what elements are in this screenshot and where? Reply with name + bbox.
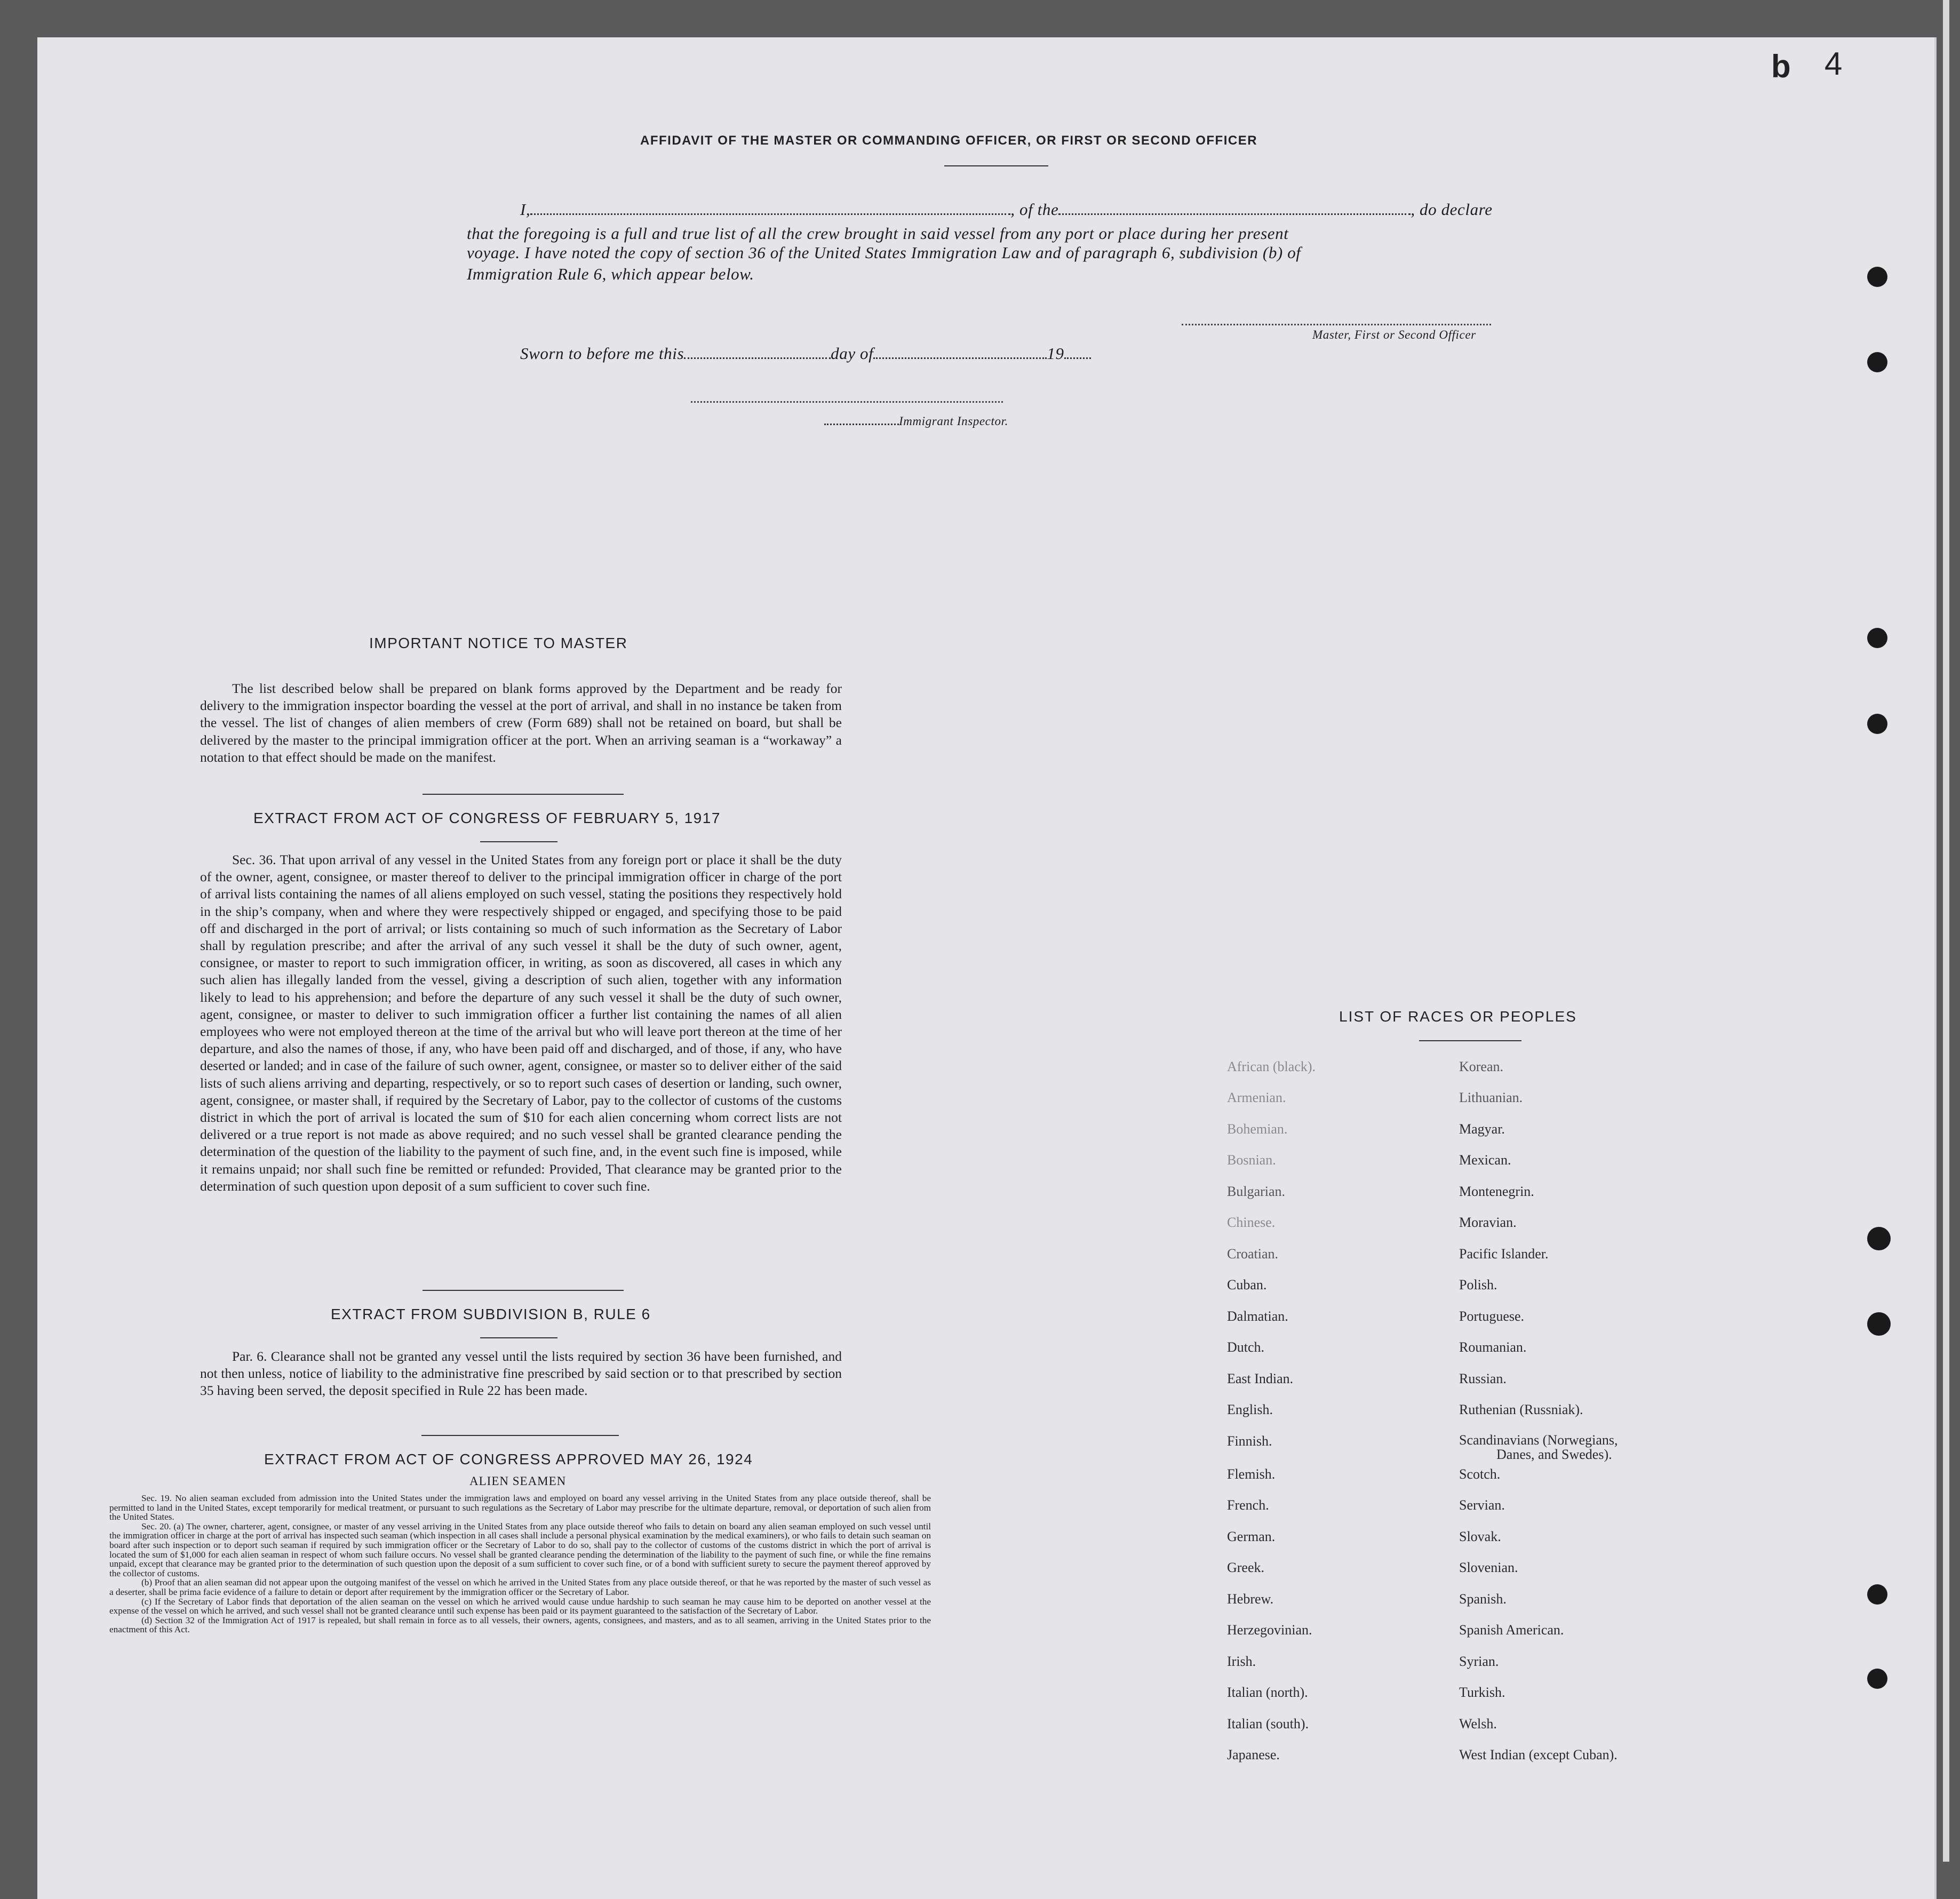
inspector-caption: Immigrant Inspector. xyxy=(899,414,1008,428)
race-item: Armenian. xyxy=(1227,1090,1286,1105)
race-item: Dalmatian. xyxy=(1227,1308,1288,1324)
races-title: LIST OF RACES OR PEOPLES xyxy=(1339,1008,1577,1025)
race-item: African (black). xyxy=(1227,1059,1316,1074)
of-the-label: , of the xyxy=(1010,200,1059,219)
race-item: Roumanian. xyxy=(1459,1339,1527,1355)
race-item: Scotch. xyxy=(1459,1466,1501,1482)
race-item: Hebrew. xyxy=(1227,1591,1274,1607)
punch-hole xyxy=(1867,1584,1887,1605)
sworn-label: Sworn to before me this xyxy=(520,344,684,363)
extract-1917-title: EXTRACT FROM ACT OF CONGRESS OF FEBRUARY 5, 1917 xyxy=(253,810,721,826)
section-rule xyxy=(421,1435,619,1436)
corner-mark: b xyxy=(1771,49,1791,84)
race-item: Polish. xyxy=(1459,1277,1497,1292)
punch-hole xyxy=(1867,1669,1887,1689)
extract-rule6-title: EXTRACT FROM SUBDIVISION B, RULE 6 xyxy=(331,1306,651,1322)
race-item: Slovak. xyxy=(1459,1529,1501,1544)
affidavit-line-2: that the foregoing is a full and true list of all the crew brought in said vessel from any port or place during her present xyxy=(467,224,1289,243)
race-item: Greek. xyxy=(1227,1560,1265,1575)
punch-hole xyxy=(1867,352,1887,372)
race-item: Italian (north). xyxy=(1227,1685,1308,1700)
punch-hole xyxy=(1867,267,1887,287)
sec-20d-paragraph: (d) Section 32 of the Immigration Act of 1917 is repealed, but shall remain in force as to all vessels, their owners, agents, consignees, and masters, and as to all seamen, arriving in the United States prior to the enactment of this Act. xyxy=(109,1615,931,1635)
section-rule xyxy=(423,794,624,795)
race-item: Slovenian. xyxy=(1459,1560,1518,1575)
punch-hole xyxy=(1867,1312,1891,1336)
day-blank[interactable] xyxy=(684,347,831,359)
race-item: Welsh. xyxy=(1459,1716,1497,1732)
extract-1917-text: Sec. 36. That upon arrival of any vessel in the United States from any foreign port or place it shall be the duty of the owner, agent, consignee, or master thereof to deliver to the principal immigration officer in charge of the port of arrival lists containing the names of all aliens employed on such vessel, stating the positions they respectively hold in the ship’s company, when and where they were respectively shipped or engaged, and specifying those to be paid off and discharged in the port of arrival; or lists containing so much of such information as the Secretary of Labor shall by regulation prescribe; and after the arrival of any such vessel it shall be the duty of such owner, agent, consignee, or master to report to such immigration officer, in writing, as soon as discovered, all cases in which any such alien has illegally landed from the vessel, giving a description of such alien, together with any information likely to lead to his apprehension; and before the departure of any such vessel it shall be the duty of such owner, agent, consignee, or master to deliver to such immigration officer a further list containing the names of all alien employees who were not employed thereon at the time of the arrival but who will leave port thereon at the time of her departure, and also the names of those, if any, who have been paid off and discharged, and of those, if any, who have deserted or landed; and in case of the failure of such owner, agent, consignee, or master so to deliver either of the said lists of such aliens arriving and departing, respectively, or so to report such cases of desertion or landing, such owner, agent, consignee, or master shall, if required by the Secretary of Labor, pay to the collector of customs of the customs district in which the port of arrival is located the sum of $10 for each alien concerning whom correct lists are not delivered or a true report is not made as above required; and no such vessel shall be granted clearance pending the determination of the question of the liability to the payment of such fine, and, in the event such fine is imposed, while it remains unpaid; nor shall such fine be remitted or refunded: Provided, That clearance may be granted prior to the determination of such question upon deposit of a sum sufficient to cover such fine. xyxy=(200,852,842,1194)
punch-hole xyxy=(1867,714,1887,734)
page-edge xyxy=(1943,0,1949,1862)
section-rule xyxy=(480,1337,557,1338)
inspector-signature-line[interactable] xyxy=(691,401,1003,403)
affidavit-line-4: Immigration Rule 6, which appear below. xyxy=(467,265,754,283)
race-item: Montenegrin. xyxy=(1459,1184,1534,1199)
extract-1924-text xyxy=(109,1494,931,1634)
race-item: Spanish American. xyxy=(1459,1622,1564,1638)
sworn-line xyxy=(520,344,1091,363)
sec-20b-paragraph: (b) Proof that an alien seaman did not appear upon the outgoing manifest of the vessel on which he arrived in the United States from any place outside thereof, or that he was reported by the master of such vessel as a deserter, shall be prima facie evidence of a failure to detain or deport after requirement by the immigration officer or the Secretary of Labor. xyxy=(109,1577,931,1597)
extract-rule6-text: Par. 6. Clearance shall not be granted any vessel until the lists required by section 36 have been furnished, and not then unless, notice of liability to the administrative fine prescribed by said section or to that prescribed by section 35 having been served, the deposit specified in Rule 22 has been made. xyxy=(200,1349,842,1399)
race-item: Ruthenian (Russniak). xyxy=(1459,1402,1583,1417)
race-item: Spanish. xyxy=(1459,1591,1507,1607)
race-item: Bohemian. xyxy=(1227,1121,1288,1137)
punch-hole xyxy=(1867,1227,1891,1250)
title-rule xyxy=(944,165,1048,166)
affidavit-line-1 xyxy=(520,200,1493,219)
race-item: French. xyxy=(1227,1497,1269,1513)
race-item: Dutch. xyxy=(1227,1339,1265,1355)
signature-line[interactable] xyxy=(1182,324,1491,325)
race-item: West Indian (except Cuban). xyxy=(1459,1747,1618,1762)
i-label: I, xyxy=(520,200,531,219)
year-label: 19 xyxy=(1047,344,1064,363)
race-item: Moravian. xyxy=(1459,1215,1517,1230)
race-item: Danes, and Swedes). xyxy=(1496,1447,1612,1462)
section-rule xyxy=(423,1290,624,1291)
race-item: Magyar. xyxy=(1459,1121,1505,1137)
sec-19-paragraph: Sec. 19. No alien seaman excluded from admission into the United States under the immigration laws and employed on board any vessel arriving in the United States from any place outside thereof, shall be permitted to land in the United States, except temporarily for medical treatment, or pursuant to such regulations as the Secretary of Labor may prescribe for the ultimate departure, removal, or deportation of such alien from the United States. xyxy=(109,1493,931,1522)
race-item: Chinese. xyxy=(1227,1215,1276,1230)
race-item: Herzegovinian. xyxy=(1227,1622,1312,1638)
race-item: Korean. xyxy=(1459,1059,1504,1074)
notice-text: The list described below shall be prepared on blank forms approved by the Department and be ready for delivery to the immigration inspector boarding the vessel at the port of arrival, and shall in no instance be taken from the vessel. The list of changes of alien members of crew (Form 689) shall not be retained on board, but shall be delivered by the master to the principal immigration officer at the port. When an arriving seaman is a “workaway” a notation to that effect should be made on the manifest. xyxy=(200,681,842,765)
race-item: Russian. xyxy=(1459,1371,1507,1386)
race-item: Turkish. xyxy=(1459,1685,1505,1700)
race-item: Flemish. xyxy=(1227,1466,1276,1482)
signature-caption: Master, First or Second Officer xyxy=(1312,328,1476,341)
affidavit-line-3: voyage. I have noted the copy of section 36 of the United States Immigration Law and of paragraph 6, subdivision (b) of xyxy=(467,243,1301,262)
month-blank[interactable] xyxy=(873,347,1047,359)
race-item: Cuban. xyxy=(1227,1277,1267,1292)
race-item: Croatian. xyxy=(1227,1246,1279,1262)
race-item: Pacific Islander. xyxy=(1459,1246,1549,1262)
year-blank[interactable] xyxy=(1064,347,1091,359)
sec-20c-paragraph: (c) If the Secretary of Labor finds that deportation of the alien seaman on the vessel on which he arrived would cause undue hardship to such seaman he may cause him to be deported on another vessel at the expense of the vessel on which he arrived, and such vessel shall not be granted clearance until such expense has been paid or its payment guaranteed to the satisfaction of the Secretary of Labor. xyxy=(109,1596,931,1616)
race-item: English. xyxy=(1227,1402,1273,1417)
extract-1924-subtitle: ALIEN SEAMEN xyxy=(469,1474,567,1488)
sec-20a-paragraph: Sec. 20. (a) The owner, charterer, agent, consignee, or master of any vessel arriving in the United States from any place outside thereof who fails to detain on board any alien seaman employed on such vessel until the immigration officer in charge at the port of arrival has inspected such seaman (which inspection in all cases shall include a personal physical examination by the medical examiners), or who fails to detain such seaman on board after such inspection or to deport such seaman if required by such immigration officer or the Secretary of Labor to do so, shall pay to the collector of customs of the customs district in which the port of arrival is located the sum of $1,000 for each alien seaman in respect of whom such failure occurs. No vessel shall be granted clearance pending the determination of the liability to the payment of such fine, or while the fine remains unpaid, except that clearance may be granted prior to the determination of such question upon the deposit of a sum sufficient to cover such fine, or of a bond with sufficient surety to secure the payment thereof approved by the collector of customs. xyxy=(109,1521,931,1578)
race-item: Servian. xyxy=(1459,1497,1505,1513)
race-item: Bosnian. xyxy=(1227,1152,1276,1168)
race-item: Italian (south). xyxy=(1227,1716,1309,1732)
day-of-label: day of xyxy=(831,344,874,363)
races-title-rule xyxy=(1419,1040,1521,1041)
race-item: Bulgarian. xyxy=(1227,1184,1286,1199)
race-item: Irish. xyxy=(1227,1654,1256,1669)
race-item: East Indian. xyxy=(1227,1371,1294,1386)
section-rule xyxy=(480,841,557,842)
race-item: Lithuanian. xyxy=(1459,1090,1523,1105)
race-item: Japanese. xyxy=(1227,1747,1280,1762)
notice-title: IMPORTANT NOTICE TO MASTER xyxy=(369,635,628,651)
race-item: Scandinavians (Norwegians, xyxy=(1459,1432,1618,1448)
inspector-blank xyxy=(824,417,899,425)
punch-hole xyxy=(1867,628,1887,648)
inspector-caption-line xyxy=(824,414,1008,428)
race-item: Syrian. xyxy=(1459,1654,1499,1669)
affidavit-title: AFFIDAVIT OF THE MASTER OR COMMANDING OFFICER, OR FIRST OR SECOND OFFICER xyxy=(640,133,1258,148)
vessel-blank[interactable] xyxy=(1058,203,1411,215)
race-item: German. xyxy=(1227,1529,1276,1544)
race-item: Portuguese. xyxy=(1459,1308,1525,1324)
race-item: Finnish. xyxy=(1227,1433,1272,1449)
name-blank[interactable] xyxy=(530,203,1010,215)
race-item: Mexican. xyxy=(1459,1152,1511,1168)
page-number-mark: 4 xyxy=(1824,46,1843,82)
do-declare-label: , do declare xyxy=(1411,200,1493,219)
extract-1924-title: EXTRACT FROM ACT OF CONGRESS APPROVED MAY 26, 1924 xyxy=(264,1451,753,1467)
